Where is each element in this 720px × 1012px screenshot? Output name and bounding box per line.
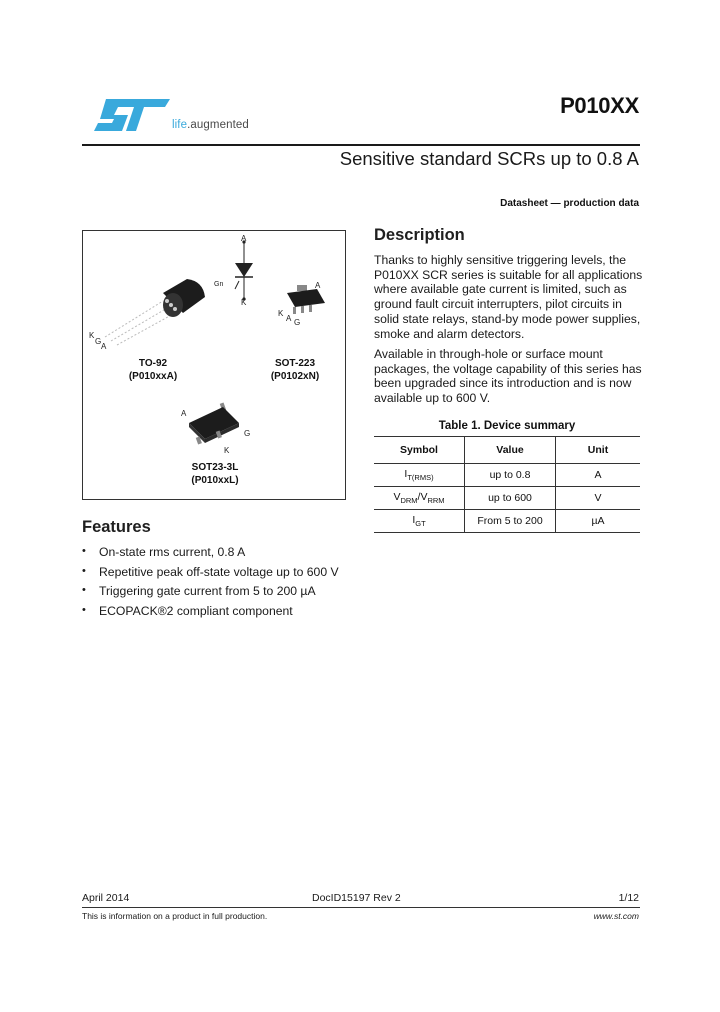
symbol-cell: $V_{DRM}/V_{RRM}$ [374, 487, 465, 510]
sot223-label [255, 357, 335, 383]
feature-item: • Triggering gate current from 5 to 200 µA [82, 584, 339, 604]
desc2-line: packages, the voltage capability of this series has [374, 361, 642, 376]
scr-pin-k: K [241, 298, 247, 307]
value-cell: up to 0.8 [465, 464, 556, 487]
feature-item: • Repetitive peak off-state voltage up to 600 V [82, 565, 339, 585]
footer-doc-id: DocID15197 Rev 2 [312, 892, 401, 904]
features-list [82, 545, 339, 623]
description-paragraph-1 [374, 253, 644, 341]
to92-pin-k: K [89, 331, 95, 340]
header-symbol: Symbol [374, 437, 465, 464]
desc1-line: ground fault circuit interrupters, pilot circuits in [374, 297, 622, 312]
footer-page-number: 1/12 [618, 892, 639, 904]
logo-tagline: life.augmented [172, 119, 249, 131]
sot223-name: SOT-223 [274, 358, 316, 369]
table-row [374, 464, 640, 487]
sot223-pin-g: G [294, 318, 301, 327]
footer-rule [82, 907, 640, 908]
sot23-name: SOT23-3L [191, 462, 239, 473]
st-logo [92, 97, 272, 137]
value-cell: From 5 to 200 [465, 510, 556, 533]
unit-cell: A [556, 464, 641, 487]
table-row [374, 510, 640, 533]
desc1-line: smoke and alarm detectors. [374, 326, 525, 341]
device-summary-table [374, 436, 640, 533]
desc1-line: Thanks to highly sensitive triggering levels, the [374, 253, 627, 267]
footer-website-link[interactable]: www.st.com [593, 911, 639, 921]
to92-pin-g: G [95, 337, 102, 346]
sot223-pin-k: K [278, 309, 284, 318]
footer-notice: This is information on a product in full production. [82, 911, 268, 921]
to92-name: TO-92 [138, 358, 168, 369]
scr-pin-a: A [241, 234, 247, 243]
value-cell: up to 600 [465, 487, 556, 510]
symbol-cell: $I_{T(RMS)}$ [374, 464, 465, 487]
to92-label [113, 357, 193, 383]
scr-gate-label: Gn [214, 281, 224, 288]
table-row [374, 487, 640, 510]
to92-part: (P010xxA) [128, 371, 178, 382]
to92-pin-a: A [101, 342, 107, 351]
features-heading: Features [82, 518, 151, 536]
datasheet-label: Datasheet — production data [500, 198, 639, 209]
unit-cell: µA [556, 510, 641, 533]
desc2-line: available up to 600 V. [374, 391, 491, 406]
feature-item: • On-state rms current, 0.8 A [82, 545, 339, 565]
document-subtitle: Sensitive standard SCRs up to 0.8 A [339, 148, 639, 169]
table-title: Table 1. Device summary [438, 420, 576, 432]
description-heading: Description [374, 226, 465, 244]
sot223-part: (P0102xN) [270, 371, 320, 382]
sot23-label [175, 461, 255, 487]
sot23-part: (P010xxL) [191, 475, 239, 486]
header-value: Value [465, 437, 556, 464]
sot23-package-image [183, 397, 247, 447]
desc1-line: P010XX SCR series is suitable for all applications [374, 267, 643, 282]
package-figure [82, 230, 346, 500]
desc2-line: Available in through-hole or surface mount [374, 347, 603, 361]
sot223-pin-a-top: A [315, 281, 321, 290]
footer-date: April 2014 [82, 892, 130, 904]
feature-item: • ECOPACK®2 compliant component [82, 604, 339, 624]
symbol-cell: $I_{GT}$ [374, 510, 465, 533]
description-paragraph-2 [374, 347, 644, 406]
scr-symbol-icon [229, 237, 259, 307]
desc1-line: solid state relays, stand-by mode power supplies, [374, 311, 641, 326]
header-rule [82, 144, 640, 146]
sot223-pin-a: A [286, 314, 292, 323]
to92-package-image [91, 271, 211, 351]
table-header-row [374, 437, 640, 464]
unit-cell: V [556, 487, 641, 510]
desc2-line: been upgraded since its introduction and is now [374, 376, 632, 391]
sot23-pin-a: A [181, 409, 187, 418]
product-title: P010XX [560, 93, 639, 118]
sot23-pin-k: K [224, 446, 230, 455]
header-unit: Unit [556, 437, 641, 464]
desc1-line: where available gate current is limited, such as [374, 282, 627, 297]
sot23-pin-g: G [244, 429, 251, 438]
st-logo-mark [92, 97, 172, 133]
